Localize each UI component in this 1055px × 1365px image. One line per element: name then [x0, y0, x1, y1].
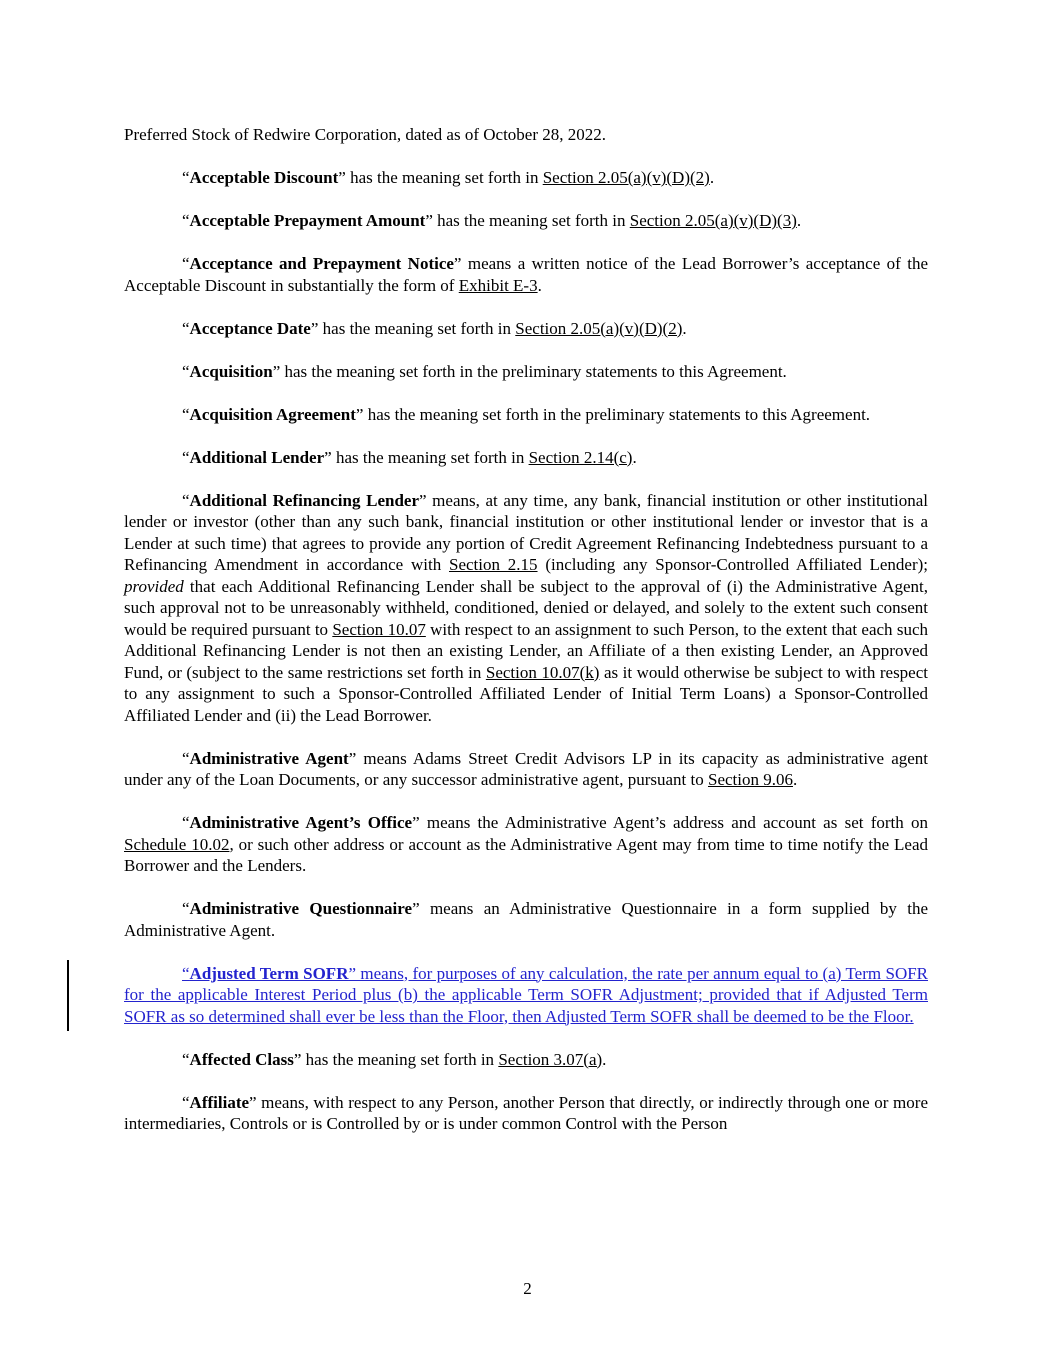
defined-term: Administrative Agent’s Office [189, 813, 413, 832]
text-run: ” has the meaning set forth in [425, 211, 630, 230]
section-reference: Section 3.07(a) [498, 1049, 603, 1069]
change-bar-icon [67, 960, 69, 1032]
text-run: “ [182, 211, 190, 230]
text-run: ” has the meaning set forth in [338, 168, 543, 187]
text-run: . [537, 275, 542, 295]
page-number: 2 [523, 1279, 532, 1298]
text-run: “ [182, 490, 190, 510]
text-run: “ [182, 813, 190, 832]
section-reference: Section 2.15 [449, 555, 538, 574]
definition-additional-refinancing-lender [124, 490, 928, 727]
definition-acceptable-prepayment-amount [124, 210, 928, 232]
text-run: ” means the Administrative Agent’s address and account as set forth on [412, 813, 928, 832]
text-run: . [682, 318, 687, 338]
defined-term: Additional Refinancing Lender [189, 490, 419, 510]
section-reference: Section 10.07 [332, 619, 426, 639]
definition-administrative-questionnaire [124, 898, 928, 941]
definition-adjusted-term-sofr [124, 963, 928, 1028]
text-run: “ [182, 404, 190, 424]
defined-term: Administrative Agent [189, 748, 349, 768]
definition-administrative-agent [124, 748, 928, 791]
text-run: ” has the meaning set forth in [293, 1049, 499, 1069]
text-run: “ [182, 361, 190, 381]
text-run: ” has the meaning set forth in [324, 447, 529, 467]
text-run: as it would otherwise be subject to with respect to any assignment to such a Sponsor-Controlled Affiliated Lender of Initial Term Loans) a Sponsor-Controlled Affiliated Lender and (ii) the Lead Borrower. [124, 662, 928, 725]
text-run: “ [182, 254, 190, 273]
text-run: , or such other address or account as the Administrative Agent may from time to time notify the Lead Borrower and the Lenders. [124, 834, 928, 875]
paragraph-continuation [124, 124, 928, 146]
text-run: “ [182, 963, 190, 983]
section-reference: Section 9.06 [707, 770, 793, 789]
text-run: ” means Adams Street Credit Advisors LP in its capacity as administrative agent under any of the Loan Documents, or any successor administrative agent, pursuant to [124, 748, 929, 789]
text-run: ” means a written notice of the Lead Borrower’s acceptance of the Acceptable Discount in substantially the form of [124, 254, 928, 295]
definition-acceptance-date [124, 318, 928, 340]
text-run: ” has the meaning set forth in the preliminary statements to this Agreement. [272, 361, 787, 381]
defined-term: Affiliate [189, 1092, 250, 1112]
text-run: (including any Sponsor-Controlled Affiliated Lender); [537, 555, 929, 574]
text-run: . [796, 211, 802, 230]
defined-term: Administrative Questionnaire [189, 899, 413, 918]
text-run: that each Additional Refinancing Lender shall be subject to the approval of (i) the Administrative Agent, such approval not to be unreasonably withheld, conditioned, denied or delayed, and solely to the extent such consent would be required pursuant to [124, 576, 928, 639]
definition-acquisition [124, 361, 928, 383]
defined-term: Acceptable Discount [189, 168, 339, 187]
section-reference: Section 2.05(a)(v)(D)(3) [629, 211, 797, 230]
text-run: . [792, 770, 798, 789]
schedule-reference: Schedule 10.02 [124, 834, 230, 854]
definition-additional-lender [124, 447, 928, 469]
text-run: ” means an Administrative Questionnaire in a form supplied by the Administrative Agent. [124, 899, 928, 940]
defined-term: Acquisition [189, 361, 273, 381]
defined-term: Adjusted Term SOFR [189, 963, 349, 983]
section-reference: Section 2.05(a)(v)(D)(2) [515, 318, 683, 338]
text-run: . [709, 168, 715, 187]
exhibit-reference: Exhibit E-3 [458, 275, 538, 295]
text-run: “ [182, 447, 190, 467]
text-run: ” means, with respect to any Person, another Person that directly, or indirectly through one or more intermediaries, Controls or is Controlled by or is under common Control with the Person [124, 1092, 928, 1133]
text-run: ” has the meaning set forth in the preliminary statements to this Agreement. [355, 404, 871, 424]
defined-term: Acquisition Agreement [189, 404, 356, 424]
text-run: with respect to an assignment to such Person, to the extent that each such Additional Refinancing Lender is not then an existing Lender, an Affiliate of a then existing Lender, an Approved Fund, or (subject to the same restrictions set forth in [124, 619, 928, 682]
definition-administrative-agents-office [124, 812, 928, 877]
definition-affected-class [124, 1049, 928, 1071]
text-run: “ [182, 748, 190, 768]
definition-acceptable-discount [124, 167, 928, 189]
section-reference: Section 2.05(a)(v)(D)(2) [542, 168, 710, 187]
text-run: . [602, 1049, 607, 1069]
text-run: “ [182, 1092, 190, 1112]
text-run: provided [124, 576, 184, 596]
definition-acceptance-and-prepayment-notice [124, 253, 928, 296]
defined-term: Acceptance and Prepayment Notice [189, 254, 454, 273]
document-body [124, 124, 928, 1156]
text-run: “ [182, 899, 190, 918]
text-run: “ [182, 318, 190, 338]
definition-acquisition-agreement [124, 404, 928, 426]
text-run: ” means, for purposes of any calculation, the rate per annum equal to (a) Term SOFR for the applicable Interest Period plus (b) the applicable Term SOFR Adjustment; provided that if Adjusted Term SOFR as so determined shall ever be less than the Floor, then Adjusted Term SOFR shall be deemed to be the Floor. [124, 963, 929, 1026]
text-run: “ [182, 168, 190, 187]
text-run: ” has the meaning set forth in [310, 318, 516, 338]
text-run: . [632, 447, 637, 467]
section-reference: Section 10.07(k) [485, 662, 600, 682]
text-run: “ [182, 1049, 190, 1069]
defined-term: Affected Class [189, 1049, 294, 1069]
section-reference: Section 2.14(c) [528, 447, 633, 467]
definition-affiliate [124, 1092, 928, 1135]
text-run: Preferred Stock of Redwire Corporation, dated as of October 28, 2022. [124, 125, 607, 144]
defined-term: Acceptable Prepayment Amount [189, 211, 426, 230]
defined-term: Acceptance Date [189, 318, 311, 338]
text-run: ” means, at any time, any bank, financial institution or other institutional lender or investor (other than any such bank, financial institution or other institutional lender or investor that is a Lender at such time) that agrees to provide any portion of Credit Agreement Refinancing Indebtedness pursuant to a Refinancing Amendment in accordance with [124, 490, 928, 574]
defined-term: Additional Lender [189, 447, 325, 467]
